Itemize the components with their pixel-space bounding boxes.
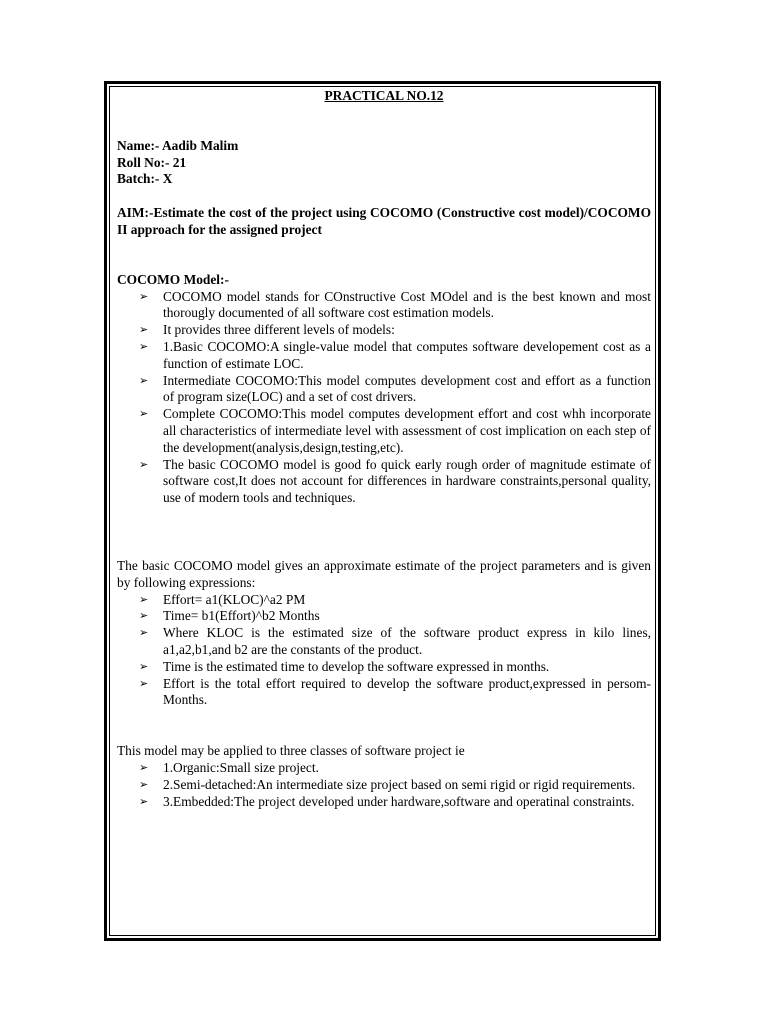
list-item xyxy=(139,658,651,676)
list-item xyxy=(139,675,651,710)
arrowhead-bullet-icon: ➢ xyxy=(139,289,149,303)
arrowhead-bullet-icon: ➢ xyxy=(139,626,149,640)
project-classes-intro: This model may be applied to three classes of software project ie xyxy=(117,743,465,759)
arrowhead-bullet-icon: ➢ xyxy=(139,323,149,337)
arrowhead-bullet-icon: ➢ xyxy=(139,794,149,808)
arrowhead-bullet-icon: ➢ xyxy=(139,373,149,387)
list-item xyxy=(139,759,651,777)
arrowhead-bullet-icon: ➢ xyxy=(139,760,149,774)
list-item-text: Effort is the total effort required to develop the software product,expressed in persom-Months. xyxy=(163,675,651,708)
list-item-text: Complete COCOMO:This model computes development effort and cost whh incorporate all characteristics of intermediate level with assessment of cost implication on each step of the development(analysis,design,testing,etc). xyxy=(163,406,651,455)
list-item-text: The basic COCOMO model is good fo quick early rough order of magnitude estimate of software cost,It does not account for differences in hardware constraints,personal quality, use of modern tools and techniques. xyxy=(163,456,651,506)
arrowhead-bullet-icon: ➢ xyxy=(139,407,149,421)
section-heading-cocomo-model: COCOMO Model:- xyxy=(117,271,229,287)
list-item xyxy=(139,793,651,811)
batch: Batch:- X xyxy=(117,171,173,187)
arrowhead-bullet-icon: ➢ xyxy=(139,339,149,353)
list-item xyxy=(139,776,651,794)
list-item-text: Time= b1(Effort)^b2 Months xyxy=(163,608,320,624)
arrowhead-bullet-icon: ➢ xyxy=(139,676,149,690)
list-item-text: Time is the estimated time to develop the software expressed in months. xyxy=(163,658,550,674)
page-title: PRACTICAL NO.12 xyxy=(324,88,444,103)
list-item xyxy=(139,288,651,323)
list-item-text: 1.Organic:Small size project. xyxy=(163,759,319,775)
aim-statement: AIM:-Estimate the cost of the project using COCOMO (Constructive cost model)/COCOMO II approach for the assigned project xyxy=(117,205,651,237)
list-item-text: COCOMO model stands for COnstructive Cost MOdel and is the best known and most thorougly documented of all software cost estimation models. xyxy=(163,288,651,321)
list-item xyxy=(139,338,651,373)
list-item-text: Effort= a1(KLOC)^a2 PM xyxy=(163,591,306,607)
list-item-text: Intermediate COCOMO:This model computes development cost and effort as a function of program size(LOC) and a set of cost drivers. xyxy=(163,372,651,405)
arrowhead-bullet-icon: ➢ xyxy=(139,777,149,791)
list-item-text: Where KLOC is the estimated size of the software product express in kilo lines, a1,a2,b1,and b2 are the constants of the product. xyxy=(163,625,651,657)
list-item-text: It provides three different levels of models: xyxy=(163,322,395,338)
list-item-text: 1.Basic COCOMO:A single-value model that computes software developement cost as a function of estimate LOC. xyxy=(163,338,651,371)
document-body xyxy=(117,88,651,810)
list-item-text: 2.Semi-detached:An intermediate size project based on semi rigid or rigid requirements. xyxy=(163,776,636,792)
list-item xyxy=(139,322,651,339)
arrowhead-bullet-icon: ➢ xyxy=(139,592,149,606)
arrowhead-bullet-icon: ➢ xyxy=(139,457,149,471)
list-item xyxy=(139,406,651,456)
list-item-text: 3.Embedded:The project developed under hardware,software and operatinal constraints. xyxy=(163,793,635,809)
roll-number: Roll No:- 21 xyxy=(117,154,187,170)
list-item xyxy=(139,456,651,507)
arrowhead-bullet-icon: ➢ xyxy=(139,659,149,673)
list-item xyxy=(139,608,651,625)
list-item xyxy=(139,372,651,407)
arrowhead-bullet-icon: ➢ xyxy=(139,609,149,623)
student-name: Name:- Aadib Malim xyxy=(117,137,239,153)
project-classes-list xyxy=(117,760,651,810)
list-item xyxy=(139,625,651,659)
cocomo-model-list xyxy=(117,289,651,507)
list-item xyxy=(139,591,651,609)
expressions-intro: The basic COCOMO model gives an approximate estimate of the project parameters and is given by following expressions: xyxy=(117,557,651,590)
expressions-list xyxy=(117,592,651,710)
